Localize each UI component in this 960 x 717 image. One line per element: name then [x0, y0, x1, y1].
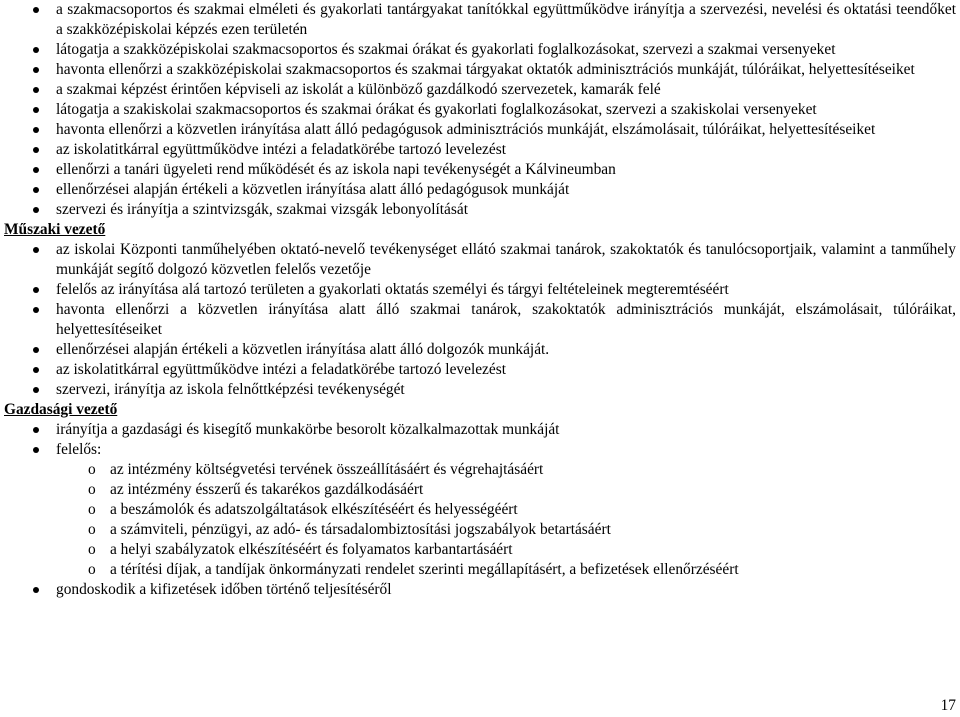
bullet-icon: [33, 7, 39, 13]
list-item: [0, 380, 960, 400]
list-item: [0, 140, 960, 160]
list-item: [0, 180, 960, 200]
list-item: [0, 80, 960, 100]
bullet-icon: [33, 587, 39, 593]
sub-list-item: [0, 480, 960, 500]
list-item-text: az iskolatitkárral együttműködve intézi a feladatkörébe tartozó levelezést: [56, 361, 506, 378]
list-item-text: ellenőrzései alapján értékeli a közvetlen irányítása alatt álló pedagógusok munkáját: [56, 181, 570, 198]
list-item-text: szervezi és irányítja a szintvizsgák, szakmai vizsgák lebonyolítását: [56, 201, 468, 218]
sub-list-item-text: az intézmény költségvetési tervének összeállításáért és végrehajtásáért: [110, 461, 544, 478]
list-item-text: a szakmacsoportos és szakmai elméleti és gyakorlati tantárgyakat tanítókkal együttműködve irányítja a szervezési, nevelési és oktatási teendőket a szakközépiskolai képzés ezen területén: [56, 1, 956, 38]
circle-bullet-icon: o: [88, 481, 96, 498]
bullet-icon: [33, 47, 39, 53]
list-item: [0, 200, 960, 220]
bullet-list-1: [0, 0, 960, 220]
sub-list-item: [0, 520, 960, 540]
bullet-icon: [33, 387, 39, 393]
list-item: [0, 360, 960, 380]
list-item-text: ellenőrzi a tanári ügyeleti rend működését és az iskola napi tevékenységét a Kálvineumban: [56, 161, 616, 178]
list-item-text: irányítja a gazdasági és kisegítő munkakörbe besorolt közalkalmazottak munkáját: [56, 421, 560, 438]
list-item: [0, 60, 960, 80]
page-number: 17: [940, 697, 956, 714]
bullet-icon: [33, 367, 39, 373]
sub-list-item-text: az intézmény ésszerű és takarékos gazdálkodásáért: [110, 481, 424, 498]
circle-bullet-icon: o: [88, 521, 96, 538]
list-item: [0, 580, 960, 600]
bullet-icon: [33, 167, 39, 173]
list-item-text: az iskolatitkárral együttműködve intézi a feladatkörébe tartozó levelezést: [56, 141, 506, 158]
list-item-text: a szakmai képzést érintően képviseli az iskolát a különböző gazdálkodó szervezetek, kamarák felé: [56, 81, 661, 98]
bullet-icon: [33, 67, 39, 73]
bullet-icon: [33, 147, 39, 153]
bullet-icon: [33, 347, 39, 353]
circle-bullet-icon: o: [88, 561, 96, 578]
list-item: [0, 0, 960, 40]
bullet-icon: [33, 247, 39, 253]
circle-bullet-icon: o: [88, 461, 96, 478]
list-item-text: felelős az irányítása alá tartozó területen a gyakorlati oktatás személyi és tárgyi feltételeinek megteremtéséért: [56, 281, 729, 298]
bullet-icon: [33, 307, 39, 313]
list-item: [0, 300, 960, 340]
circle-bullet-icon: o: [88, 501, 96, 518]
sub-list-item-text: a számviteli, pénzügyi, az adó- és társadalombiztosítási jogszabályok betartásáért: [110, 521, 611, 538]
bullet-icon: [33, 447, 39, 453]
list-item: [0, 280, 960, 300]
list-item-text: látogatja a szakközépiskolai szakmacsoportos és szakmai órákat és gyakorlati foglalkozásokat, szervezi a szakmai versenyeket: [56, 41, 836, 58]
list-item-text: látogatja a szakiskolai szakmacsoportos és szakmai órákat és gyakorlati foglalkozásokat, szervezi a szakiskolai versenyeket: [56, 101, 817, 118]
sub-list-item-text: a helyi szabályzatok elkészítéséért és folyamatos karbantartásáért: [110, 541, 513, 558]
bullet-list-3: [0, 420, 960, 600]
list-item-text: havonta ellenőrzi a szakközépiskolai szakmacsoportos és szakmai tárgyakat oktatók adminisztrációs munkáját, túlóráikat, helyettesítéseiket: [56, 61, 915, 78]
list-item: [0, 40, 960, 60]
list-item: [0, 420, 960, 440]
bullet-icon: [33, 207, 39, 213]
list-item: [0, 120, 960, 140]
list-item: [0, 160, 960, 180]
bullet-icon: [33, 87, 39, 93]
bullet-icon: [33, 127, 39, 133]
list-item: [0, 240, 960, 280]
list-item: [0, 340, 960, 360]
sub-list-item: [0, 500, 960, 520]
sub-list-item-text: a beszámolók és adatszolgáltatások elkészítéséért és helyességéért: [110, 501, 518, 518]
bullet-icon: [33, 187, 39, 193]
section-heading-gazdasagi-vezeto: Gazdasági vezető: [4, 401, 118, 418]
bullet-icon: [33, 427, 39, 433]
list-item-text: felelős:: [56, 441, 102, 458]
list-item-text: ellenőrzései alapján értékeli a közvetlen irányítása alatt álló dolgozók munkáját.: [56, 341, 550, 358]
list-item-text: gondoskodik a kifizetések időben történő teljesítéséről: [56, 581, 392, 598]
sub-list-item: [0, 540, 960, 560]
section-heading-muszaki-vezeto: Műszaki vezető: [4, 221, 106, 238]
list-item-text: az iskolai Központi tanműhelyében oktató-nevelő tevékenységet ellátó szakmai tanárok, szakoktatók és tanulócsoportjaik, valamint a tanműhely munkáját segítő dolgozó közvetlen felelős vezetője: [56, 241, 956, 278]
sub-list-item: [0, 460, 960, 480]
bullet-icon: [33, 287, 39, 293]
sub-list-item: [0, 560, 960, 580]
bullet-icon: [33, 107, 39, 113]
list-item: [0, 440, 960, 460]
list-item-text: havonta ellenőrzi a közvetlen irányítása alatt álló szakmai tanárok, szakoktatók adminisztrációs munkáját, elszámolásait, túlóráikat, helyettesítéseiket: [56, 301, 956, 338]
list-item: [0, 100, 960, 120]
list-item-text: havonta ellenőrzi a közvetlen irányítása alatt álló pedagógusok adminisztrációs munkáját, elszámolásait, túlóráikat, helyettesítéseiket: [56, 121, 876, 138]
list-item-text: szervezi, irányítja az iskola felnőttképzési tevékenységét: [56, 381, 405, 398]
sub-list: [0, 460, 960, 580]
sub-list-item-text: a térítési díjak, a tandíjak önkormányzati rendelet szerinti megállapításért, a befizetések ellenőrzéséért: [110, 561, 739, 578]
circle-bullet-icon: o: [88, 541, 96, 558]
bullet-list-2: [0, 240, 960, 400]
